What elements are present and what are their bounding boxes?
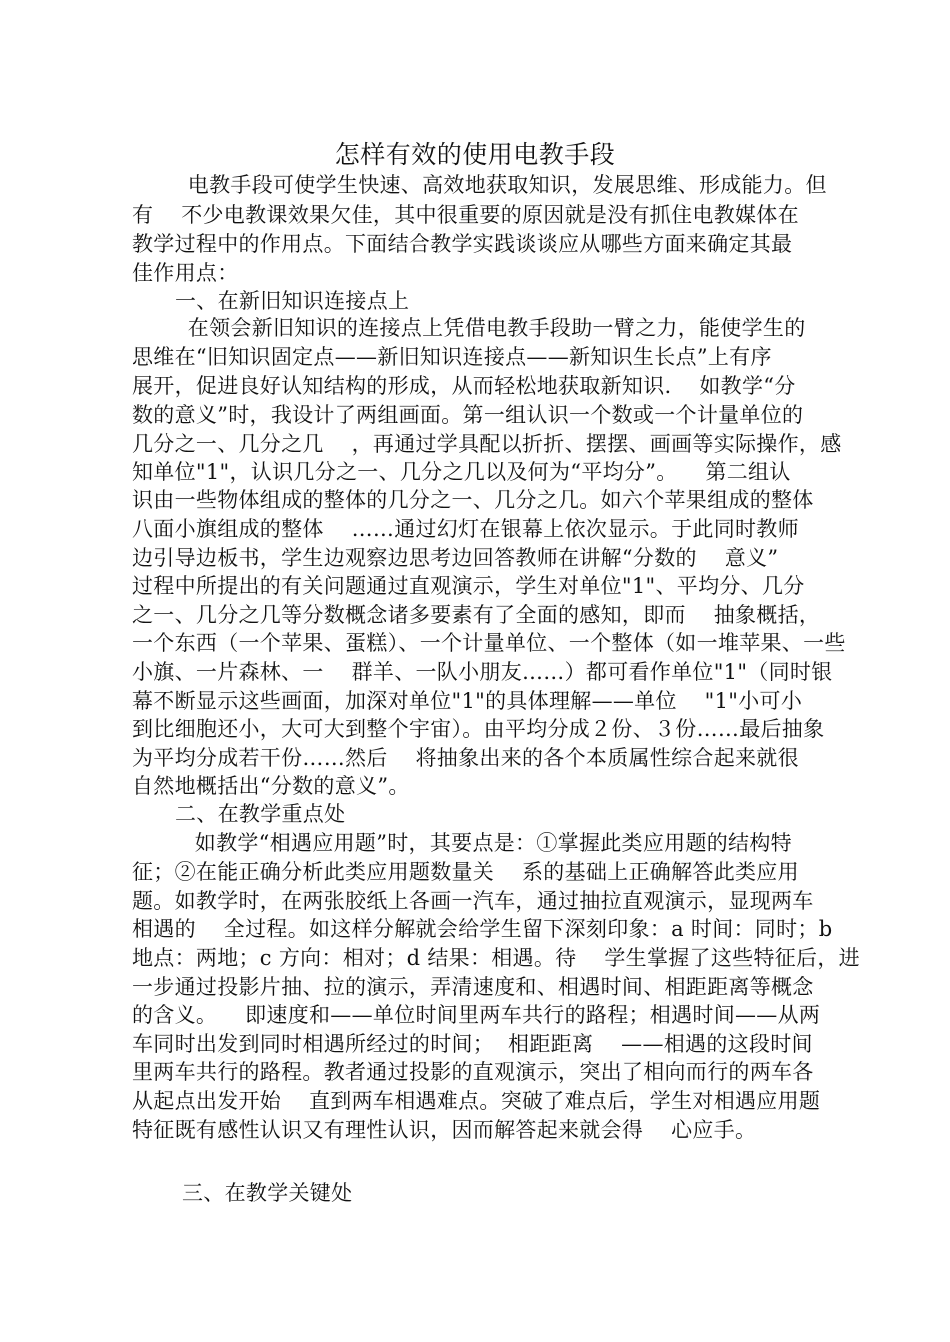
paragraph-line: 为平均分成若干份……然后 将抽象出来的各个本质属性综合起来就很 — [132, 746, 799, 770]
paragraph-line: 到比细胞还小，大可大到整个宇宙）。由平均分成２份、３份……最后抽象 — [132, 717, 825, 741]
paragraph-line: 之一、几分之几等分数概念诸多要素有了全面的感知，即而 抽象概括， — [132, 603, 821, 627]
intro-line: 教学过程中的作用点。下面结合教学实践谈谈应从哪些方面来确定其最 — [132, 232, 793, 256]
paragraph-line: 车同时出发到同时相遇所经过的时间； 相距距离 ——相遇的这段时间 — [132, 1032, 813, 1056]
paragraph-line: 展开，促进良好认知结构的形成，从而轻松地获取新知识. 如教学“分 — [132, 374, 796, 398]
paragraph-line: 几分之一、几分之几 ，再通过学具配以折折、摆摆、画画等实际操作，感 — [132, 432, 842, 456]
paragraph-line: 里两车共行的路程。教者通过投影的直观演示，突出了相向而行的两车各 — [132, 1060, 814, 1084]
paragraph-line: 相遇的 全过程。如这样分解就会给学生留下深刻印象：a 时间：同时；b — [132, 917, 833, 941]
intro-line: 电教手段可使学生快速、高效地获取知识，发展思维、形成能力。但 — [132, 173, 827, 197]
paragraph-line: 八面小旗组成的整体 ……通过幻灯在银幕上依次显示。于此同时教师 — [132, 517, 799, 541]
paragraph-line: 边引导边板书，学生边观察边思考边回答教师在讲解“分数的 意义” — [132, 546, 779, 570]
intro-line: 有 不少电教课效果欠佳，其中很重要的原因就是没有抓住电教媒体在 — [132, 203, 799, 227]
paragraph-line: 思维在“旧知识固定点——新旧知识连接点——新知识生长点”上有序 — [132, 345, 772, 369]
paragraph-line: 的含义。 即速度和——单位时间里两车共行的路程；相遇时间——从两 — [132, 1003, 821, 1027]
paragraph-line: 一步通过投影片抽、拉的演示，弄清速度和、相遇时间、相距距离等概念 — [132, 975, 814, 999]
paragraph-line: 一个东西（一个苹果、蛋糕）、一个计量单位、一个整体（如一堆苹果、一些 — [132, 631, 846, 655]
section-heading-3: 三、在教学关键处 — [182, 1181, 353, 1205]
intro-line: 佳作用点： — [132, 261, 239, 285]
section-heading-2: 二、在教学重点处 — [175, 802, 346, 826]
paragraph-line: 小旗、一片森林、一 群羊、一队小朋友……）都可看作单位"1"（同时银 — [132, 660, 833, 684]
document-title: 怎样有效的使用电教手段 — [334, 140, 616, 169]
paragraph-line: 征；②在能正确分析此类应用题数量关 系的基础上正确解答此类应用 — [132, 860, 799, 884]
paragraph-line: 在领会新旧知识的连接点上凭借电教手段助一臂之力，能使学生的 — [132, 316, 806, 340]
paragraph-line: 过程中所提出的有关问题通过直观演示，学生对单位"1"、平均分、几分 — [132, 574, 805, 598]
paragraph-line: 地点：两地；c 方向：相对；d 结果：相遇。待 学生掌握了这些特征后，进 — [132, 946, 860, 970]
paragraph-line: 幕不断显示这些画面，加深对单位"1"的具体理解——单位 "1"小可小 — [132, 689, 803, 713]
paragraph-line: 题。如教学时，在两张胶纸上各画一汽车，通过抽拉直观演示，显现两车 — [132, 889, 814, 913]
paragraph-line: 数的意义”时，我设计了两组画面。第一组认识一个数或一个计量单位的 — [132, 403, 804, 427]
paragraph-line: 知单位"1"，认识几分之一、几分之几以及何为“平均分”。 第二组认 — [132, 460, 791, 484]
paragraph-line: 特征既有感性认识又有理性认识，因而解答起来就会得 心应手。 — [132, 1118, 757, 1142]
section-heading-1: 一、在新旧知识连接点上 — [175, 289, 410, 313]
paragraph-line: 自然地概括出“分数的意义”。 — [132, 774, 410, 798]
paragraph-line: 从起点出发开始 直到两车相遇难点。突破了难点后，学生对相遇应用题 — [132, 1089, 821, 1113]
paragraph-line: 如教学“相遇应用题”时，其要点是：①掌握此类应用题的结构特 — [132, 831, 792, 855]
paragraph-line: 识由一些物体组成的整体的几分之一、几分之几。如六个苹果组成的整体 — [132, 488, 814, 512]
